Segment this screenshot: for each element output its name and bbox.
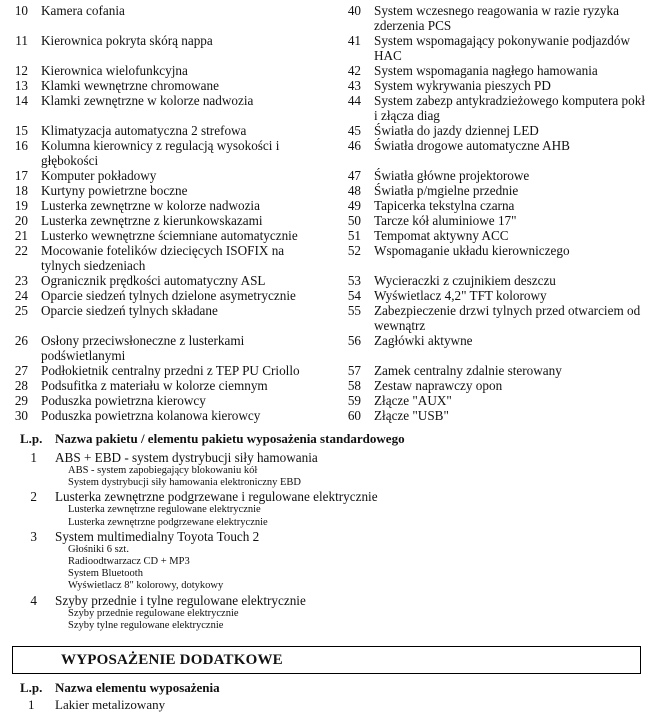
right-equipment-row <box>339 138 647 168</box>
left-equipment-row <box>6 3 326 33</box>
item-label: Tapicerka tekstylna czarna <box>374 198 515 213</box>
item-label: Kamera cofania <box>41 3 125 18</box>
extra-header-title: Nazwa elementu wyposażenia <box>55 680 220 695</box>
left-equipment-row <box>6 138 326 168</box>
item-number: 30 <box>14 408 28 423</box>
right-equipment-row <box>339 288 647 303</box>
item-number: 23 <box>14 273 28 288</box>
packages-list <box>22 450 642 632</box>
right-equipment-row <box>339 63 647 78</box>
item-label: Kierownica wielofunkcyjna <box>41 63 188 78</box>
left-equipment-row <box>6 363 326 378</box>
package-item <box>22 593 642 632</box>
package-sub-item: Szyby przednie regulowane elektrycznie <box>68 607 239 619</box>
item-label: Lusterka zewnętrzne w kolorze nadwozia <box>41 198 260 213</box>
package-sub-item: Radioodtwarzacz CD + MP3 <box>68 556 190 568</box>
right-equipment-row <box>339 168 647 183</box>
item-label: Kurtyny powietrzne boczne <box>41 183 188 198</box>
item-number: 26 <box>14 333 28 348</box>
left-equipment-row <box>6 198 326 213</box>
left-equipment-row <box>6 93 326 123</box>
package-label: Lusterka zewnętrzne podgrzewane i regulowane elektrycznie <box>55 489 378 505</box>
left-equipment-row <box>6 243 326 273</box>
item-number: 18 <box>14 183 28 198</box>
right-equipment-row <box>339 363 647 378</box>
right-equipment-row <box>339 123 647 138</box>
package-label: ABS + EBD - system dystrybucji siły hamowania <box>55 450 318 465</box>
item-label: Światła p/mgielne przednie <box>374 183 519 198</box>
package-sub-item: System Bluetooth <box>68 568 143 580</box>
item-label: Światła do jazdy dziennej LED <box>374 123 539 138</box>
item-number: 22 <box>14 243 28 258</box>
left-equipment-row <box>6 303 326 333</box>
package-label: Szyby przednie i tylne regulowane elektrycznie <box>55 592 306 608</box>
item-label: Klamki wewnętrzne chromowane <box>41 78 219 93</box>
item-label: Oparcie siedzeń tylnych składane <box>41 303 218 318</box>
right-equipment-row <box>339 273 647 288</box>
item-number: 13 <box>14 78 28 93</box>
item-label: Złącze "USB" <box>374 408 449 423</box>
item-label: Zamek centralny zdalnie sterowany <box>374 363 562 378</box>
item-label: Tempomat aktywny ACC <box>374 228 509 243</box>
right-equipment-row <box>339 333 647 363</box>
item-number: 49 <box>347 198 361 213</box>
item-number: 17 <box>14 168 28 183</box>
item-label: Tarcze kół aluminiowe 17" <box>374 213 517 228</box>
item-label: Komputer pokładowy <box>41 168 157 183</box>
item-number: 43 <box>347 78 361 93</box>
item-number: 58 <box>347 378 361 393</box>
extra-item-row <box>28 697 165 712</box>
right-equipment-row <box>339 3 647 33</box>
left-equipment-row <box>6 33 326 63</box>
packages-header <box>20 431 405 446</box>
package-item <box>22 450 642 489</box>
packages-header-lp: L.p. <box>20 431 43 446</box>
item-number: 44 <box>347 93 361 108</box>
item-label: System wspomagania nagłego hamowania <box>374 63 598 78</box>
package-label: System multimedialny Toyota Touch 2 <box>55 528 260 544</box>
item-number: 14 <box>14 93 28 108</box>
item-number: 57 <box>347 363 361 378</box>
item-label: Mocowanie fotelików dziecięcych ISOFIX na tylnych siedzeniach <box>41 243 285 273</box>
item-label: Światła drogowe automatyczne AHB <box>374 138 570 153</box>
left-equipment-row <box>6 288 326 303</box>
item-number: 59 <box>347 393 361 408</box>
item-label: Wspomaganie układu kierowniczego <box>374 243 570 258</box>
right-equipment-row <box>339 213 647 228</box>
left-equipment-row <box>6 168 326 183</box>
item-number: 19 <box>14 198 28 213</box>
left-equipment-row <box>6 408 326 423</box>
item-number: 29 <box>14 393 28 408</box>
package-sub-item: Lusterka zewnętrzne regulowane elektrycznie <box>68 504 261 516</box>
extra-equipment-box <box>12 646 641 674</box>
left-equipment-row <box>6 78 326 93</box>
item-number: 16 <box>14 138 28 153</box>
item-number: 10 <box>14 3 28 18</box>
item-number: 24 <box>14 288 28 303</box>
package-number: 2 <box>30 489 37 505</box>
right-equipment-row <box>339 378 647 393</box>
right-equipment-row <box>339 393 647 408</box>
item-label: Światła główne projektorowe <box>374 168 530 183</box>
item-number: 53 <box>347 273 361 288</box>
package-sub-item: Głośniki 6 szt. <box>68 543 129 555</box>
right-equipment-row <box>339 78 647 93</box>
item-label: Złącze "AUX" <box>374 393 452 408</box>
item-number: 60 <box>347 408 361 423</box>
item-label: Zestaw naprawczy opon <box>374 378 503 393</box>
item-number: 25 <box>14 303 28 318</box>
item-number: 28 <box>14 378 28 393</box>
item-number: 51 <box>347 228 361 243</box>
package-number: 4 <box>30 592 37 608</box>
extra-items-header <box>20 680 220 695</box>
left-equipment-row <box>6 228 326 243</box>
item-label: Klamki zewnętrzne w kolorze nadwozia <box>41 93 254 108</box>
left-equipment-row <box>6 123 326 138</box>
item-number: 56 <box>347 333 361 348</box>
item-number: 50 <box>347 213 361 228</box>
item-label: Oparcie siedzeń tylnych dzielone asymetrycznie <box>41 288 296 303</box>
package-sub-item: Szyby tylne regulowane elektrycznie <box>68 619 224 631</box>
item-label: Ogranicznik prędkości automatyczny ASL <box>41 273 266 288</box>
left-equipment-row <box>6 393 326 408</box>
left-equipment-column <box>6 3 326 423</box>
item-number: 42 <box>347 63 361 78</box>
item-label: Wycieraczki z czujnikiem deszczu <box>374 273 556 288</box>
left-equipment-row <box>6 333 326 363</box>
item-number: 21 <box>14 228 28 243</box>
item-number: 45 <box>347 123 361 138</box>
left-equipment-row <box>6 273 326 288</box>
package-sub-item: Lusterka zewnętrzne podgrzewane elektrycznie <box>68 516 268 528</box>
item-label: Poduszka powietrzna kierowcy <box>41 393 206 408</box>
item-label: System wczesnego reagowania w razie ryzyka zderzenia PCS <box>374 3 619 33</box>
item-number: 48 <box>347 183 361 198</box>
item-label: System wspomagający pokonywanie podjazdów HAC <box>374 33 631 63</box>
item-label: Kierownica pokryta skórą nappa <box>41 33 213 48</box>
item-label: Osłony przeciwsłoneczne z lusterkami podświetlanymi <box>41 333 245 363</box>
item-number: 15 <box>14 123 28 138</box>
right-equipment-row <box>339 303 647 333</box>
package-number: 1 <box>30 450 37 465</box>
right-equipment-row <box>339 33 647 63</box>
right-equipment-row <box>339 183 647 198</box>
item-number: 12 <box>14 63 28 78</box>
item-label: Podłokietnik centralny przedni z TEP PU Criollo <box>41 363 300 378</box>
item-label: Klimatyzacja automatyczna 2 strefowa <box>41 123 247 138</box>
package-sub-item: ABS - system zapobiegający blokowaniu kół <box>68 465 258 476</box>
item-number: 46 <box>347 138 361 153</box>
right-equipment-row <box>339 408 647 423</box>
left-equipment-row <box>6 63 326 78</box>
package-item <box>22 529 642 593</box>
extra-item-number: 1 <box>28 697 35 712</box>
item-label: Podsufitka z materiału w kolorze ciemnym <box>41 378 268 393</box>
right-equipment-row <box>339 228 647 243</box>
item-label: Wyświetlacz 4,2" TFT kolorowy <box>374 288 547 303</box>
item-label: Lusterka zewnętrzne z kierunkowskazami <box>41 213 263 228</box>
item-label: System zabezp antykradzieżowego komputera pokł i złącza diag <box>374 93 645 123</box>
item-number: 20 <box>14 213 28 228</box>
right-equipment-row <box>339 198 647 213</box>
left-equipment-row <box>6 213 326 228</box>
left-equipment-row <box>6 183 326 198</box>
item-number: 54 <box>347 288 361 303</box>
item-label: System wykrywania pieszych PD <box>374 78 551 93</box>
item-label: Lusterko wewnętrzne ściemniane automatycznie <box>41 228 298 243</box>
right-equipment-column <box>339 3 647 423</box>
extra-equipment-title: WYPOSAŻENIE DODATKOWE <box>61 652 283 668</box>
item-number: 47 <box>347 168 361 183</box>
package-item <box>22 489 642 528</box>
extra-item-label: Lakier metalizowany <box>55 697 166 712</box>
item-number: 55 <box>347 303 361 318</box>
item-label: Kolumna kierownicy z regulacją wysokości i głębokości <box>41 138 280 168</box>
packages-header-title: Nazwa pakietu / elementu pakietu wyposażenia standardowego <box>55 431 405 446</box>
package-number: 3 <box>30 528 37 544</box>
right-equipment-row <box>339 243 647 273</box>
item-number: 40 <box>347 3 361 18</box>
item-number: 41 <box>347 33 361 48</box>
right-equipment-row <box>339 93 647 123</box>
item-label: Poduszka powietrzna kolanowa kierowcy <box>41 408 261 423</box>
item-number: 27 <box>14 363 28 378</box>
item-label: Zabezpieczenie drzwi tylnych przed otwarciem od wewnątrz <box>374 303 641 333</box>
item-number: 11 <box>15 33 28 48</box>
item-label: Zagłówki aktywne <box>374 333 473 348</box>
package-sub-item: Wyświetlacz 8" kolorowy, dotykowy <box>68 580 224 592</box>
item-number: 52 <box>347 243 361 258</box>
package-sub-item: System dystrybucji siły hamowania elektroniczny EBD <box>68 477 301 489</box>
left-equipment-row <box>6 378 326 393</box>
extra-header-lp: L.p. <box>20 680 43 695</box>
